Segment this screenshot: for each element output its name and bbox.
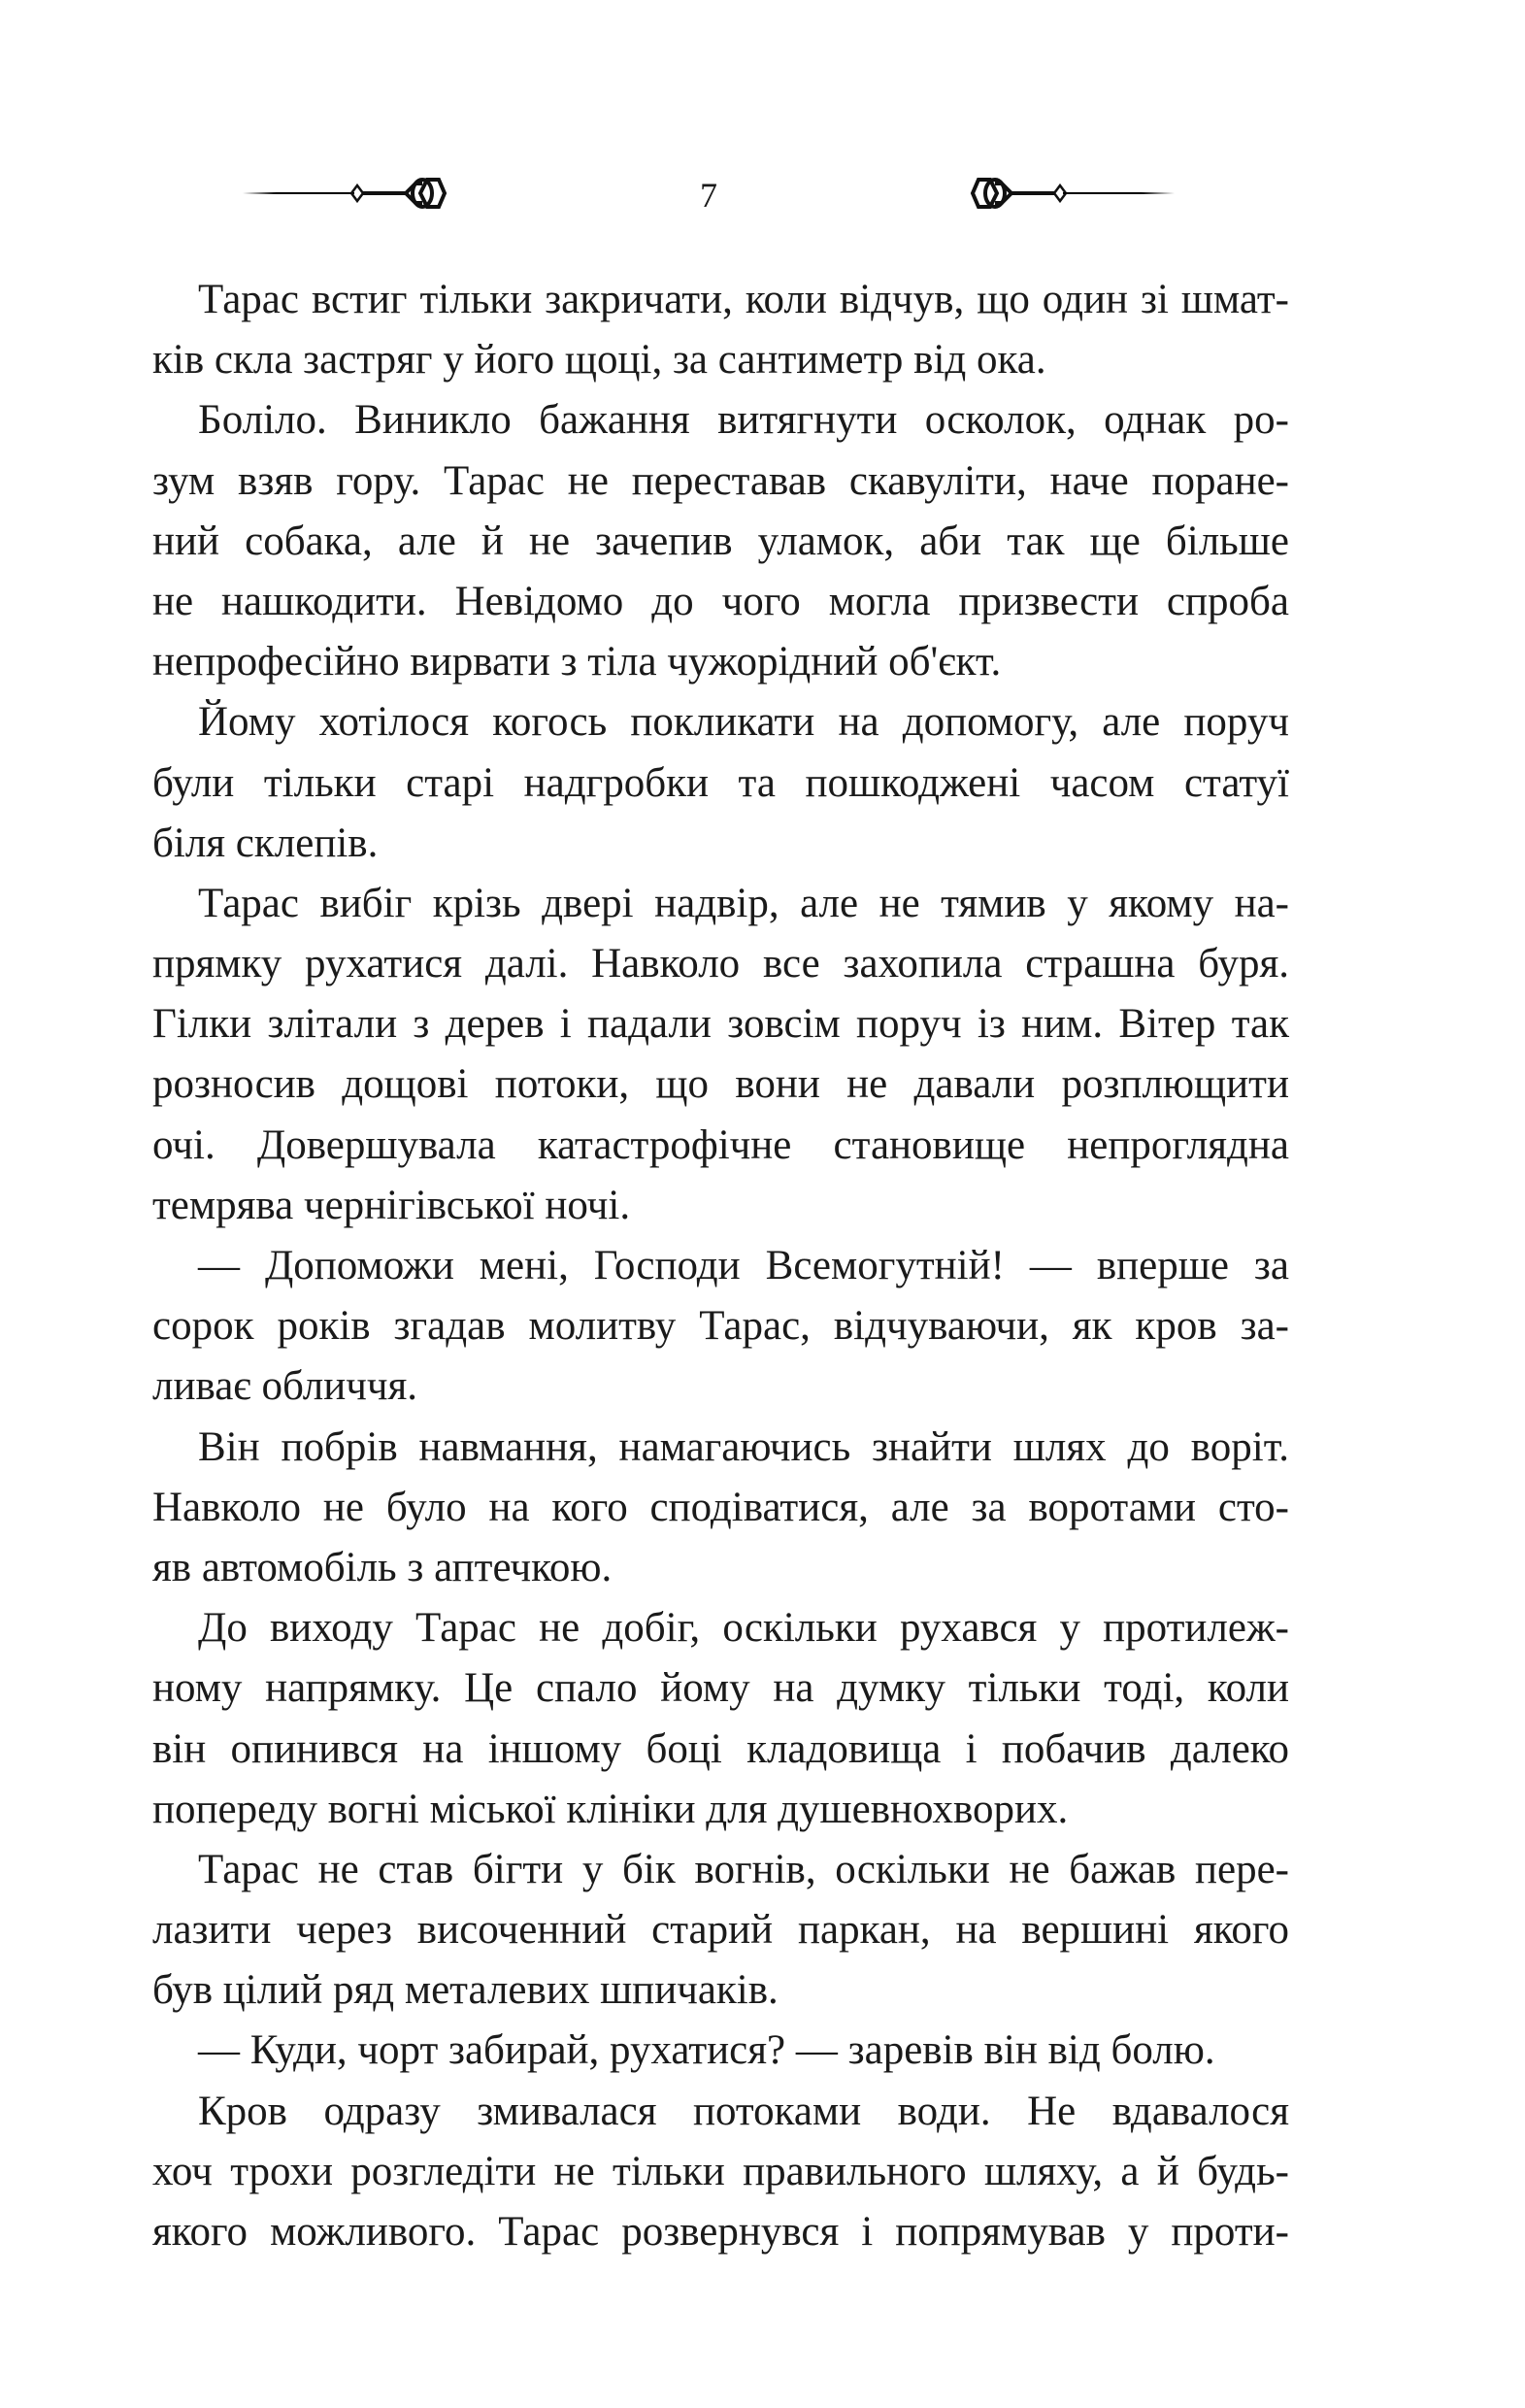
- text-line: Навколо не було на кого сподіватися, але за воротами сто-: [152, 1484, 1289, 1530]
- text-line: Кров одразу змивалася потоками води. Не вдавалося: [198, 2088, 1289, 2134]
- text-line: очі. Довершувала катастрофічне становище непроглядна: [152, 1121, 1289, 1168]
- text-line: зум взяв гору. Тарас не переставав скавуліти, наче поране-: [152, 457, 1289, 504]
- text-line: якого можливого. Тарас розвернувся і попрямував у проти-: [152, 2209, 1289, 2255]
- body-text: [152, 270, 1289, 2262]
- text-line: не нашкодити. Невідомо до чого могла призвести спроба: [152, 578, 1289, 624]
- text-line: він опинився на іншому боці кладовища і побачив далеко: [152, 1725, 1289, 1772]
- text-line: темрява чернігівської ночі.: [152, 1182, 631, 1228]
- text-line: лазити через височенний старий паркан, на вершині якого: [152, 1907, 1289, 1954]
- text-line: ків скла застряг у його щоці, за сантиметр від ока.: [152, 337, 1046, 384]
- page-header: [223, 165, 1194, 223]
- text-line: Боліло. Виникло бажання витягнути осколок, однак ро-: [198, 397, 1289, 444]
- text-line: ливає обличчя.: [152, 1363, 418, 1410]
- text-line: — Куди, чорт забирай, рухатися? — заревів він від болю.: [198, 2027, 1215, 2074]
- text-line: Він побрів навмання, намагаючись знайти шлях до воріт.: [198, 1423, 1289, 1470]
- text-line: Тарас не став бігти у бік вогнів, оскільки не бажав пере-: [198, 1846, 1289, 1892]
- text-line: прямку рухатися далі. Навколо все захопила страшна буря.: [152, 941, 1289, 987]
- text-line: біля склепів.: [152, 819, 379, 866]
- text-line: були тільки старі надгробки та пошкоджені часом статуї: [152, 759, 1289, 806]
- text-line: — Допоможи мені, Господи Всемогутній! — вперше за: [198, 1243, 1289, 1288]
- text-line: Тарас встиг тільки закричати, коли відчув, що один зі шмат-: [198, 277, 1289, 322]
- text-line: Йому хотілося когось покликати на допомогу, але поруч: [198, 699, 1289, 746]
- text-line: Гілки злітали з дерев і падали зовсім поруч із ним. Вітер так: [152, 1001, 1289, 1048]
- text-line: був цілий ряд металевих шпичаків.: [152, 1967, 779, 2014]
- text-line: яв автомобіль з аптечкою.: [152, 1544, 613, 1590]
- text-line: розносив дощові потоки, що вони не давали розплющити: [152, 1061, 1289, 1108]
- text-line: непрофесійно вирвати з тіла чужорідний об'єкт.: [152, 639, 1002, 686]
- text-line: попереду вогні міської клініки для душевнохворих.: [152, 1786, 1069, 1832]
- text-line: ному напрямку. Це спало йому на думку тільки тоді, коли: [152, 1665, 1289, 1712]
- text-line: Тарас вибіг крізь двері надвір, але не тямив у якому на-: [198, 880, 1289, 926]
- text-line: ний собака, але й не зачепив уламок, аби так ще більше: [152, 518, 1289, 564]
- text-line: сорок років згадав молитву Тарас, відчуваючи, як кров за-: [152, 1303, 1289, 1350]
- page-number: 7: [700, 176, 717, 215]
- text-line: До виходу Тарас не добіг, оскільки рухався у протилеж-: [198, 1605, 1289, 1652]
- text-line: хоч трохи розгледіти не тільки правильного шляху, а й будь-: [152, 2148, 1289, 2194]
